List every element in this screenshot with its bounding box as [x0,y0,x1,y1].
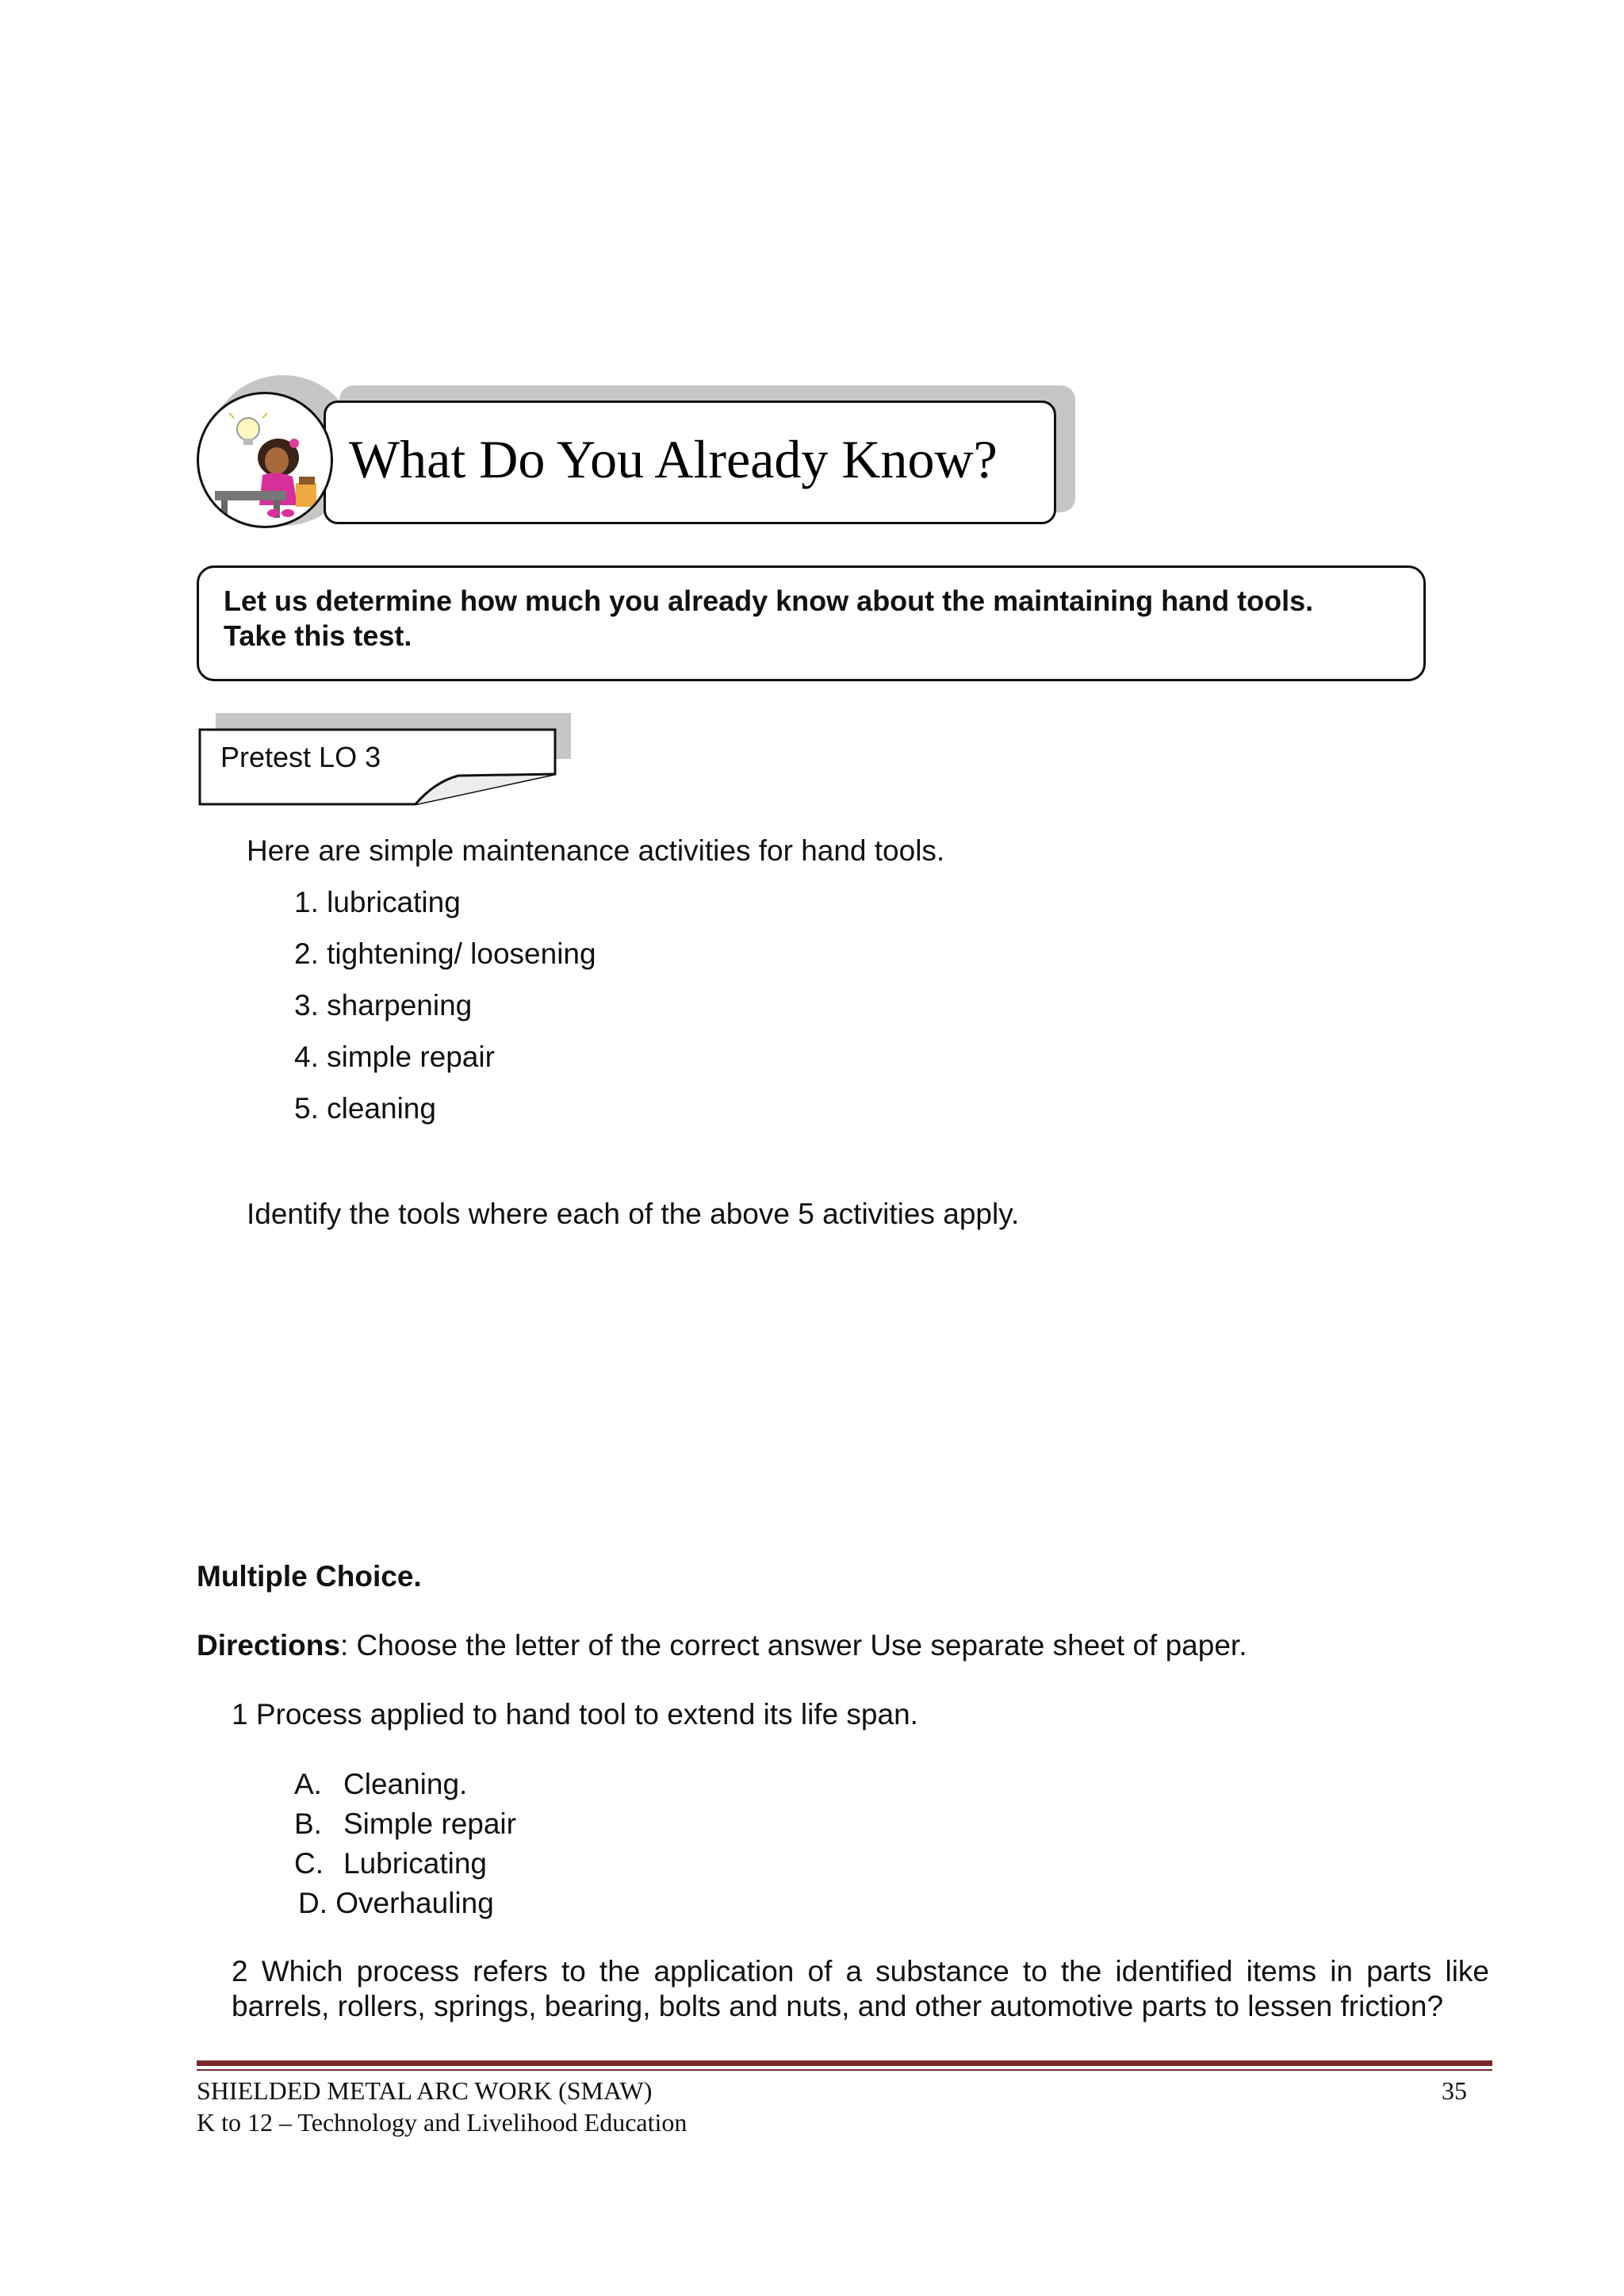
page-title: What Do You Already Know? [349,429,998,489]
list-item: 5. cleaning [294,1092,436,1125]
option-text: Cleaning. [343,1768,468,1800]
intro-line-2: Take this test. [224,619,412,652]
page-number: 35 [1442,2076,1467,2105]
option-text: Simple repair [343,1807,516,1840]
pretest-label: Pretest LO 3 [220,741,381,773]
intro-text [224,584,1413,654]
option-a [294,1767,467,1802]
footer-rule-thin [197,2069,1492,2071]
directions-text: : Choose the letter of the correct answer Use separate sheet of paper. [339,1629,1247,1662]
section-heading: Multiple Choice. [197,1560,422,1593]
footer-program: K to 12 – Technology and Livelihood Education [197,2108,688,2137]
footer-course-title: SHIELDED METAL ARC WORK (SMAW) [197,2076,653,2105]
option-b [294,1807,516,1842]
list-item: 3. sharpening [294,989,473,1022]
question-2: 2 Which process refers to the application of a substance to the identified items in parts like barrels, rollers, springs, bearing, bolts and nuts, and other automotive parts to lessen friction? [232,1955,1489,2022]
avatar [197,392,333,528]
directions-label: Directions [197,1629,340,1662]
option-c [294,1846,487,1881]
option-text: Lubricating [343,1847,488,1880]
list-item: 2. tightening/ loosening [294,937,596,970]
option-letter: C. [294,1847,324,1880]
option-letter: A. [294,1768,322,1800]
option-letter: B. [294,1807,322,1840]
question-1: 1 Process applied to hand tool to extend its life span. [232,1698,918,1731]
intro-line-1: Let us determine how much you already know about the maintaining hand tools. [224,585,1314,617]
girl-studying-icon [199,394,333,528]
pretest-instruction: Identify the tools where each of the above 5 activities apply. [247,1198,1020,1230]
pretest-lead: Here are simple maintenance activities for hand tools. [247,834,945,867]
list-item: 4. simple repair [294,1041,495,1073]
footer-rule [197,2060,1492,2066]
option-d: D. Overhauling [298,1887,494,1919]
list-item: 1. lubricating [294,886,461,918]
directions [197,1628,1247,1663]
